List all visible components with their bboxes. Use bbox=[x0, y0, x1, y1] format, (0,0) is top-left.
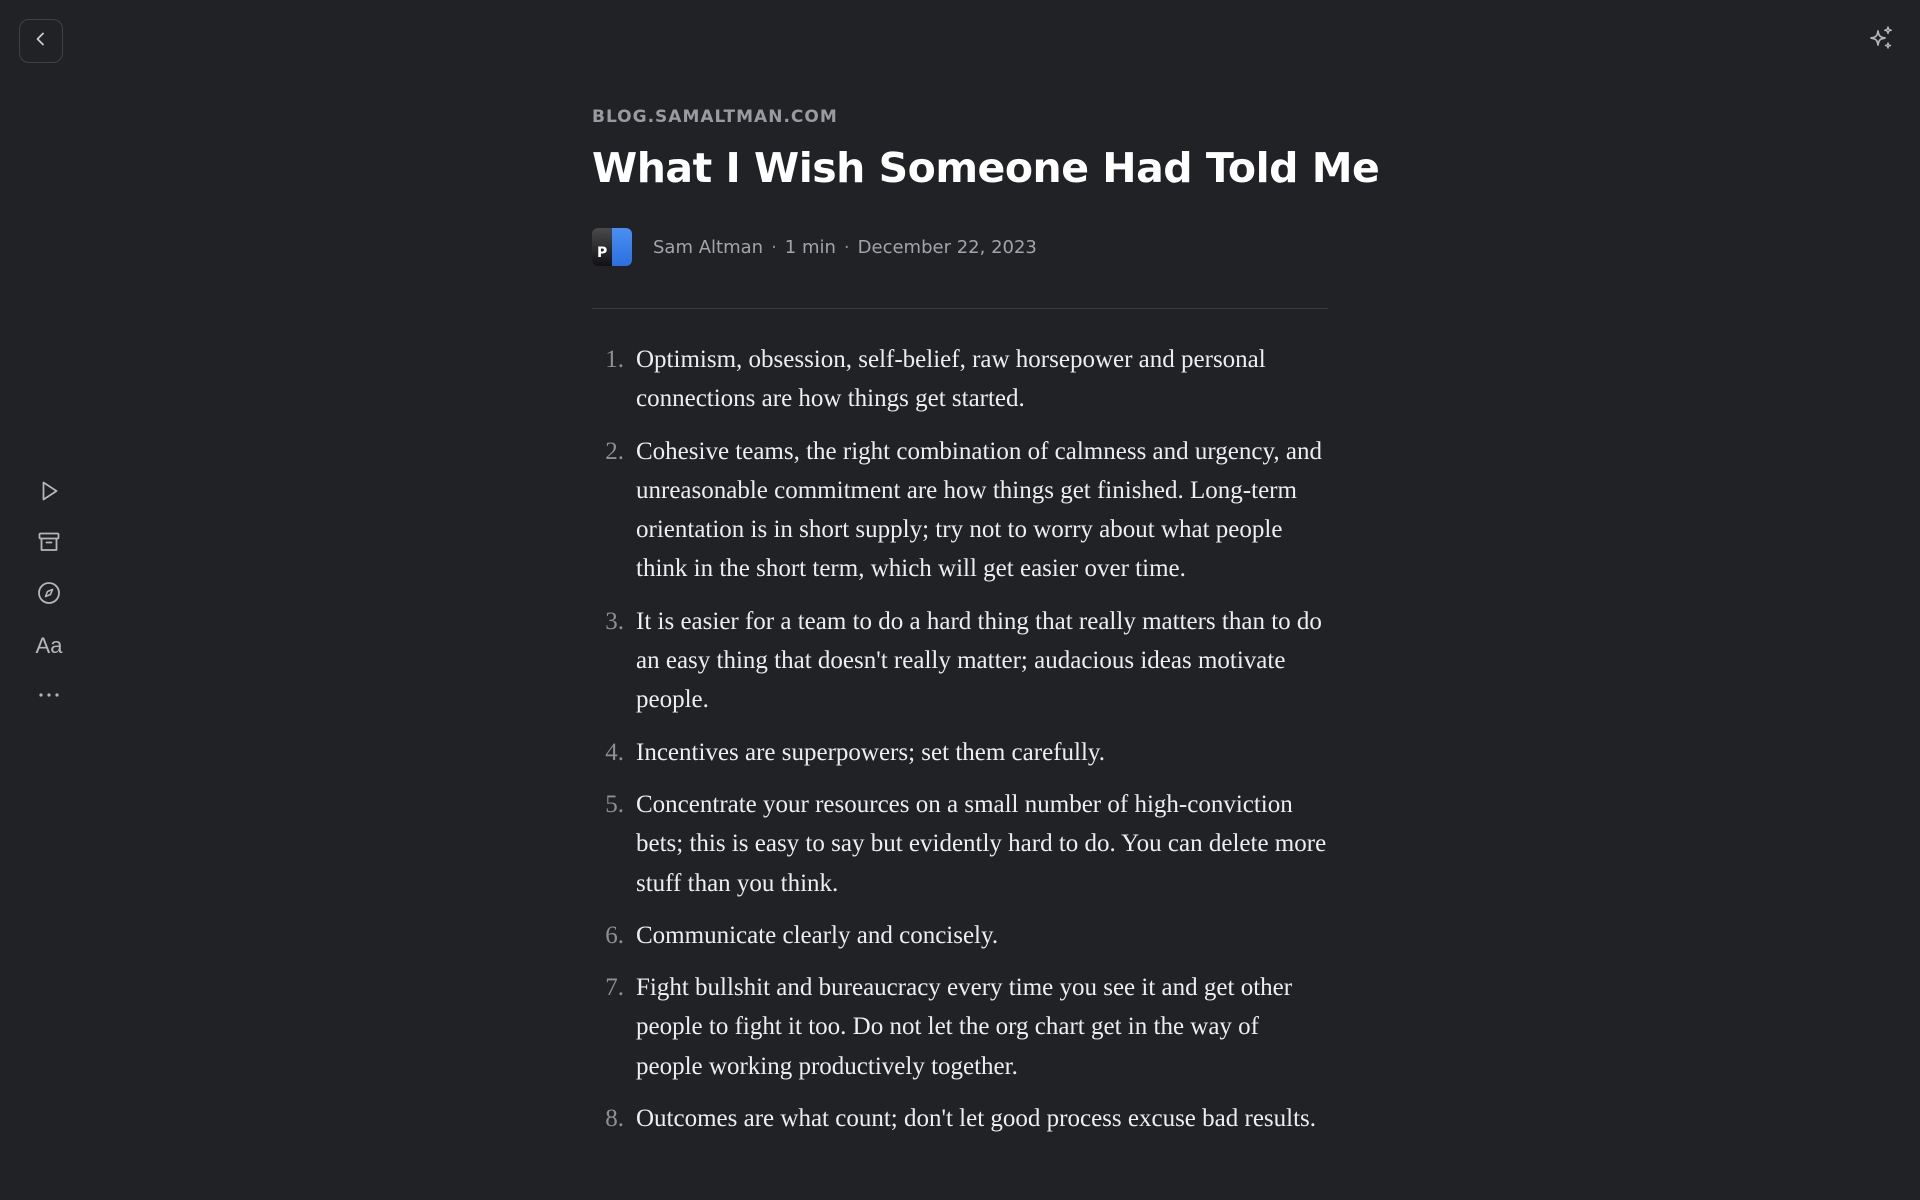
list-number: 2. bbox=[605, 437, 624, 465]
list-text: Cohesive teams, the right combination of calmness and urgency, and unreasonable commitment are how things get finished. Long-term orientation is in short supply; try not to worry about what people think in the short term, which will get easier over time. bbox=[636, 437, 1322, 583]
list-number: 1. bbox=[605, 346, 624, 373]
list-text: Fight bullshit and bureaucracy every time you see it and get other people to fight it too. Do not let the org chart get in the way of people working productively together. bbox=[636, 974, 1293, 1080]
explore-button[interactable] bbox=[30, 576, 68, 614]
list-text: Optimism, obsession, self-belief, raw horsepower and personal connections are how things get started. bbox=[636, 346, 1266, 413]
archive-icon bbox=[37, 530, 61, 559]
chevron-left-icon bbox=[32, 30, 50, 53]
compass-icon bbox=[37, 581, 61, 610]
list-text: Incentives are superpowers; set them carefully. bbox=[636, 738, 1106, 766]
font-settings-label: Aa bbox=[35, 633, 63, 658]
more-icon bbox=[37, 683, 61, 712]
list-number: 3. bbox=[605, 607, 624, 635]
site-domain[interactable]: BLOG.SAMALTMAN.COM bbox=[592, 107, 838, 127]
list-text: Communicate clearly and concisely. bbox=[636, 921, 999, 949]
list-item bbox=[592, 602, 1328, 720]
avatar-letter: P bbox=[597, 245, 608, 261]
list-text: Concentrate your resources on a small number of high-conviction bets; this is easy to say but evidently hard to do. You can delete more stuff than you think. bbox=[636, 790, 1327, 897]
list-text: Outcomes are what count; don't let good process excuse bad results. bbox=[636, 1105, 1317, 1133]
side-toolbar bbox=[30, 474, 68, 729]
list-item bbox=[592, 1099, 1328, 1138]
list-item bbox=[592, 968, 1328, 1086]
publish-date: December 22, 2023 bbox=[857, 236, 1037, 258]
list-number: 7. bbox=[605, 974, 624, 1002]
ai-assistant-button[interactable] bbox=[1866, 26, 1896, 56]
back-button[interactable] bbox=[19, 19, 63, 63]
list-item bbox=[592, 733, 1328, 772]
font-settings-button[interactable] bbox=[30, 627, 68, 665]
play-icon bbox=[37, 479, 61, 508]
listen-button[interactable] bbox=[30, 474, 68, 512]
list-number: 5. bbox=[605, 790, 624, 818]
article-title: What I Wish Someone Had Told Me bbox=[592, 144, 1380, 192]
list-number: 4. bbox=[605, 738, 624, 766]
archive-button[interactable] bbox=[30, 525, 68, 563]
list-item bbox=[592, 340, 1328, 419]
meta-separator: · bbox=[843, 236, 850, 258]
list-number: 6. bbox=[605, 921, 624, 949]
list-item bbox=[592, 432, 1328, 589]
read-time: 1 min bbox=[784, 236, 836, 258]
divider bbox=[592, 308, 1328, 309]
list-number: 8. bbox=[605, 1105, 624, 1133]
list-item bbox=[592, 916, 1328, 955]
sparkles-icon bbox=[1867, 25, 1895, 58]
list-item bbox=[592, 785, 1328, 903]
meta-separator: · bbox=[771, 236, 777, 258]
article-meta bbox=[592, 228, 1037, 266]
list-text: It is easier for a team to do a hard thing that really matters than to do an easy thing that doesn't really matter; audacious ideas motivate people. bbox=[636, 607, 1322, 714]
author-name: Sam Altman bbox=[653, 236, 764, 258]
avatar bbox=[592, 228, 632, 266]
more-options-button[interactable] bbox=[30, 678, 68, 716]
article-content-list bbox=[592, 340, 1328, 1151]
